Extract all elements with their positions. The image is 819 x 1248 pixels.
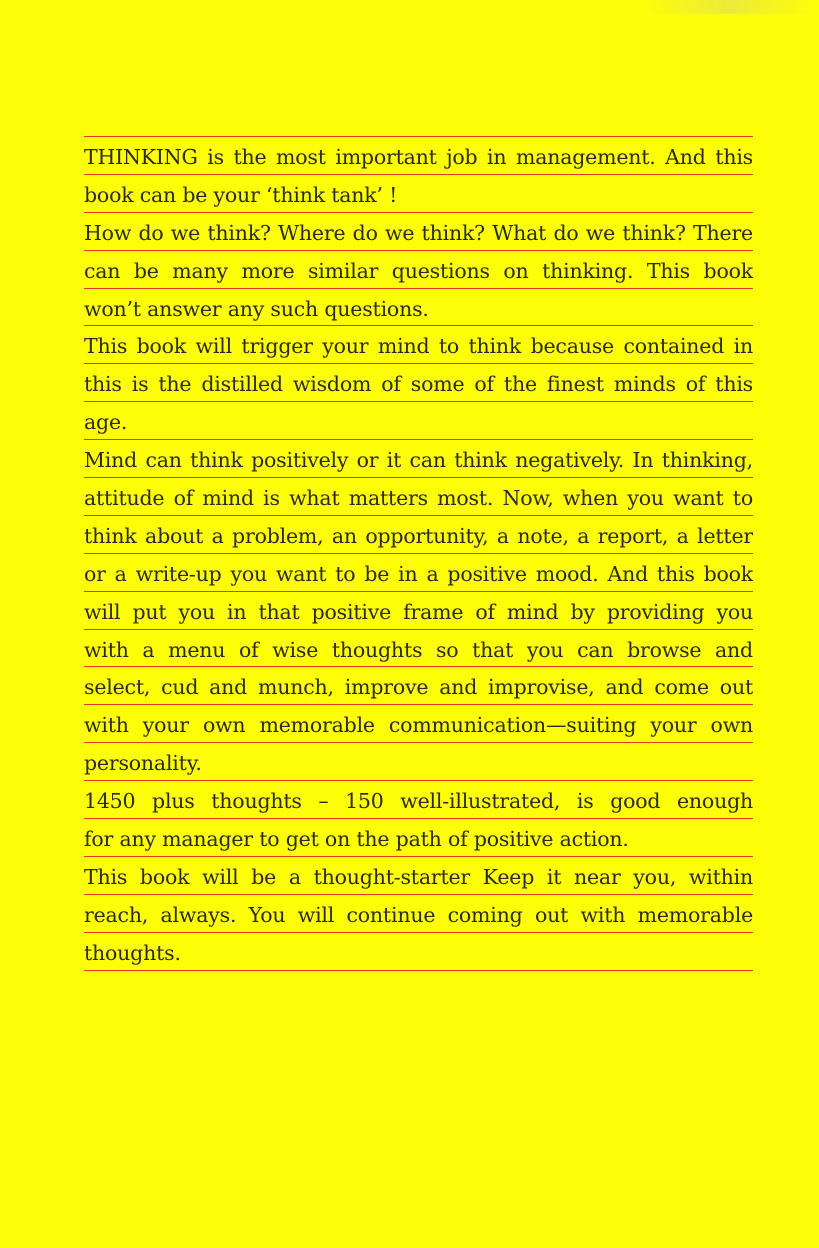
blurb-line: will put you in that positive frame of mind by providing you: [84, 592, 753, 630]
blurb-line: with a menu of wise thoughts so that you can browse and: [84, 630, 753, 668]
blurb-line: think about a problem, an opportunity, a note, a report, a letter: [84, 516, 753, 554]
blurb-line: for any manager to get on the path of positive action.: [84, 819, 753, 857]
blurb-line: thoughts.: [84, 933, 753, 971]
blurb-line: Mind can think positively or it can think negatively. In thinking,: [84, 440, 753, 478]
blurb-line: this is the distilled wisdom of some of the finest minds of this: [84, 364, 753, 402]
blurb-line: can be many more similar questions on thinking. This book: [84, 251, 753, 289]
cover-wear-mark: [639, 0, 819, 14]
blurb-line: personality.: [84, 743, 753, 781]
blurb-line: book can be your ‘think tank’ !: [84, 175, 753, 213]
blurb-line: attitude of mind is what matters most. Now, when you want to: [84, 478, 753, 516]
blurb-line: This book will trigger your mind to think because contained in: [84, 326, 753, 364]
blurb-line: select, cud and munch, improve and improvise, and come out: [84, 667, 753, 705]
blurb-line: How do we think? Where do we think? What do we think? There: [84, 213, 753, 251]
blurb-text-block: [84, 136, 753, 971]
blurb-line: reach, always. You will continue coming out with memorable: [84, 895, 753, 933]
blurb-line: This book will be a thought-starter Keep it near you, within: [84, 857, 753, 895]
blurb-line: age.: [84, 402, 753, 440]
blurb-line: 1450 plus thoughts – 150 well-illustrated, is good enough: [84, 781, 753, 819]
blurb-line: won’t answer any such questions.: [84, 289, 753, 327]
blurb-line: THINKING is the most important job in management. And this: [84, 137, 753, 175]
blurb-line: with your own memorable communication—suiting your own: [84, 705, 753, 743]
blurb-line: or a write-up you want to be in a positive mood. And this book: [84, 554, 753, 592]
